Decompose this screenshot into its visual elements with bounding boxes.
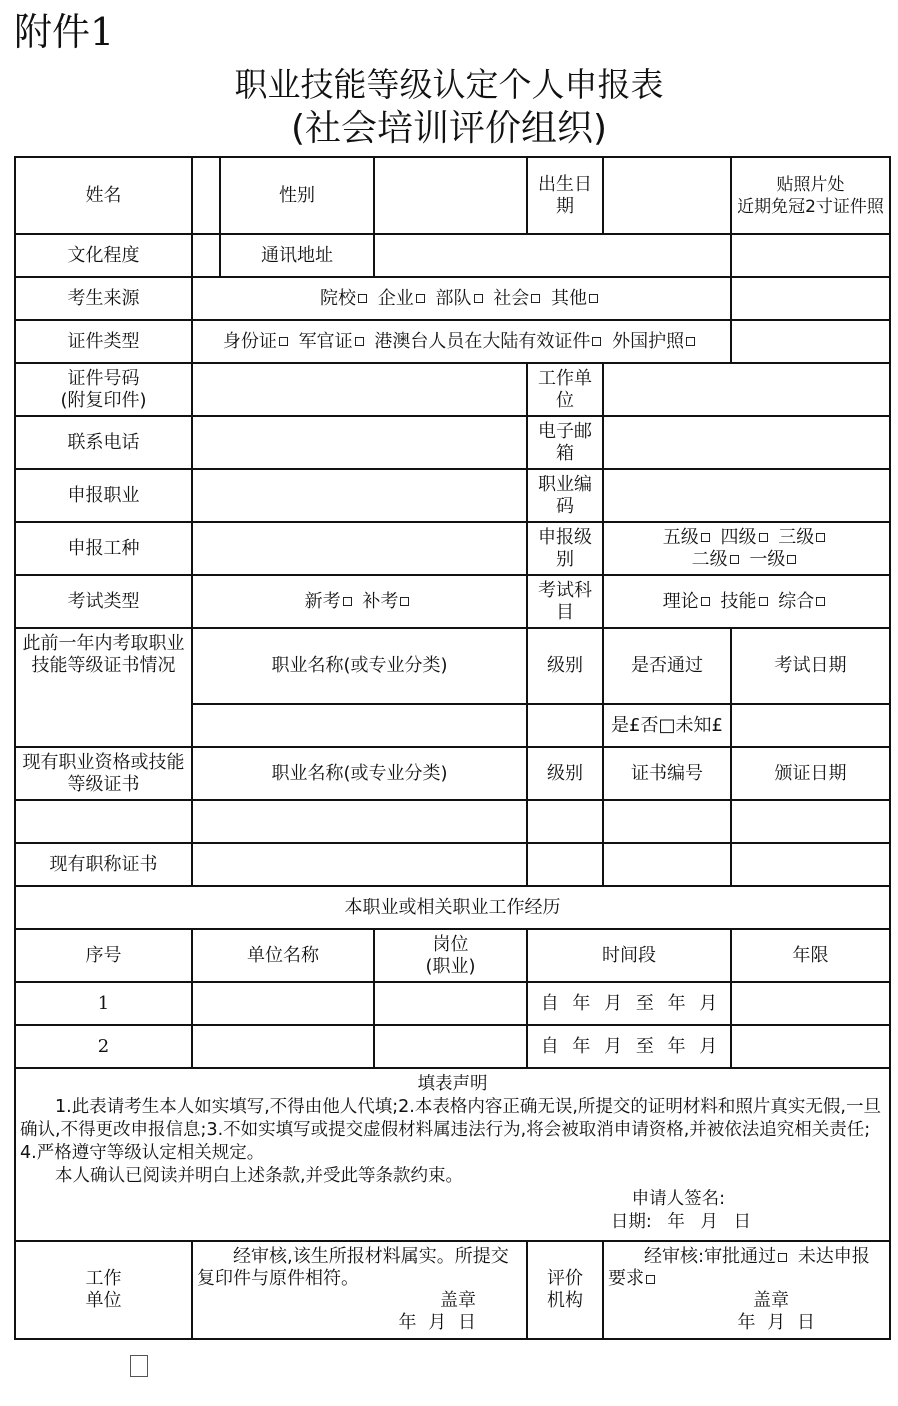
exam-subject-label: 考试科目 (527, 575, 603, 628)
id-number-label (15, 363, 192, 416)
position-field[interactable] (374, 1025, 527, 1068)
id-number-note: (附复印件) (60, 389, 147, 411)
prev-exam-date-field[interactable] (731, 704, 890, 747)
org-review-text-2: 未达申报要求 (608, 1246, 870, 1289)
checkbox[interactable] (355, 337, 364, 346)
work-history-header: 本职业或相关职业工作经历 (15, 886, 890, 929)
source-label: 考生来源 (15, 277, 192, 320)
employer-field[interactable] (603, 363, 890, 416)
source-options (192, 277, 731, 320)
period-field[interactable]: 自 年 月 至 年 月 (527, 982, 731, 1025)
checkbox[interactable] (646, 1275, 655, 1284)
exam-subject-option: 理论 (662, 590, 699, 612)
id-type-label: 证件类型 (15, 320, 192, 363)
birth-field[interactable] (603, 157, 731, 234)
checkbox[interactable] (592, 337, 601, 346)
occupation-label: 申报职业 (15, 469, 192, 522)
org-review-label-1: 评价 (547, 1268, 583, 1289)
photo-label: 贴照片处 (776, 174, 845, 195)
table-row (15, 982, 890, 1025)
level-option: 三级 (778, 526, 815, 548)
title-cert-field[interactable] (192, 843, 527, 886)
trade-label: 申报工种 (15, 522, 192, 575)
company-field[interactable] (192, 982, 374, 1025)
form-title: 职业技能等级认定个人申报表 (234, 65, 664, 104)
level-option: 四级 (720, 526, 757, 548)
occupation-code-field[interactable] (603, 469, 890, 522)
company-field[interactable] (192, 1025, 374, 1068)
table-row (15, 1025, 890, 1068)
years-field[interactable] (731, 1025, 890, 1068)
checkbox[interactable] (343, 597, 352, 606)
title-cert-field-4[interactable] (731, 843, 890, 886)
application-form (14, 156, 891, 1340)
checkbox[interactable] (701, 597, 710, 606)
education-field[interactable] (192, 234, 220, 277)
checkbox[interactable] (400, 597, 409, 606)
name-label: 姓名 (15, 157, 192, 234)
current-cert-label: 现有职业资格或技能等级证书 (15, 747, 192, 800)
occupation-field[interactable] (192, 469, 527, 522)
cert-grade-header: 级别 (527, 747, 603, 800)
period-field[interactable]: 自 年 月 至 年 月 (527, 1025, 731, 1068)
passed-header: 是否通过 (603, 628, 731, 704)
address-label: 通讯地址 (220, 234, 374, 277)
row-seq: 2 (15, 1025, 192, 1068)
photo-spec: 近期免冠2寸证件照 (737, 196, 884, 217)
position-header (374, 929, 527, 982)
photo-area[interactable] (731, 157, 890, 234)
attachment-label: 附件1 (14, 10, 115, 54)
issue-date-header: 颁证日期 (731, 747, 890, 800)
form-subtitle: (社会培训评价组织) (290, 108, 608, 149)
blank-cell (731, 320, 890, 363)
employer-date: 年 月 日 (398, 1312, 476, 1333)
org-review-text: 经审核:审批通过 (644, 1246, 777, 1267)
company-header: 单位名称 (192, 929, 374, 982)
id-type-options (192, 320, 731, 363)
source-option: 企业 (377, 287, 414, 309)
org-review-label-2: 机构 (547, 1290, 583, 1311)
id-type-option: 身份证 (222, 330, 277, 352)
checkbox[interactable] (816, 597, 825, 606)
checkbox[interactable] (816, 533, 825, 542)
years-header: 年限 (731, 929, 890, 982)
checkbox[interactable] (778, 1253, 787, 1262)
exam-date-header: 考试日期 (731, 628, 890, 704)
seq-header: 序号 (15, 929, 192, 982)
prev-year-label (15, 628, 192, 747)
declaration-heading: 填表声明 (417, 1074, 488, 1094)
org-date: 年 月 日 (737, 1312, 815, 1333)
exam-type-option: 补考 (362, 590, 399, 612)
exam-type-label: 考试类型 (15, 575, 192, 628)
title-cert-field-2[interactable] (527, 843, 603, 886)
exam-subject-options (603, 575, 890, 628)
employer-review-label (15, 1241, 192, 1339)
prev-occupation-field[interactable] (192, 704, 527, 747)
phone-field[interactable] (192, 416, 527, 469)
signature-label: 申请人签名: (631, 1189, 725, 1209)
phone-label: 联系电话 (15, 416, 192, 469)
email-label: 电子邮箱 (527, 416, 603, 469)
id-number-label-text: 证件号码 (67, 367, 140, 389)
blank-box (130, 1355, 148, 1377)
employer-review-label-1: 工作 (85, 1268, 122, 1289)
level-label: 申报级别 (527, 522, 603, 575)
cert-grade-field[interactable] (527, 800, 603, 843)
cert-number-header: 证书编号 (603, 747, 731, 800)
position-field[interactable] (374, 982, 527, 1025)
level-option: 五级 (662, 526, 699, 548)
signature-date: 日期: 年 月 日 (610, 1212, 751, 1232)
employer-seal: 盖章 (440, 1290, 476, 1311)
exam-subject-option: 综合 (778, 590, 815, 612)
email-field[interactable] (603, 416, 890, 469)
id-type-option: 外国护照 (612, 330, 685, 352)
photo-extension (731, 234, 890, 277)
cert-number-field[interactable] (603, 800, 731, 843)
position-header-text: 岗位 (432, 933, 469, 955)
declaration-confirm: 本人确认已阅读并明白上述条款,并受此等条款约束。 (55, 1166, 464, 1186)
position-header-note: (职业) (425, 955, 476, 977)
org-seal: 盖章 (753, 1290, 789, 1311)
title-cert-label: 现有职称证书 (15, 843, 192, 886)
exam-type-option: 新考 (304, 590, 341, 612)
grade-header: 级别 (527, 628, 603, 704)
id-type-option: 军官证 (298, 330, 353, 352)
row-seq: 1 (15, 982, 192, 1025)
source-option: 其他 (550, 287, 587, 309)
cert-occupation-header: 职业名称(或专业分类) (192, 747, 527, 800)
period-header: 时间段 (527, 929, 731, 982)
level-option: 一级 (749, 548, 786, 570)
address-field[interactable] (374, 234, 731, 277)
gender-label: 性别 (220, 157, 374, 234)
occupation-name-header: 职业名称(或专业分类) (192, 628, 527, 704)
checkbox[interactable] (474, 294, 483, 303)
title-cert-field-3[interactable] (603, 843, 731, 886)
education-label: 文化程度 (15, 234, 192, 277)
issue-date-field[interactable] (731, 800, 890, 843)
checkbox[interactable] (531, 294, 540, 303)
years-field[interactable] (731, 982, 890, 1025)
prev-year-label-text: 此前一年内考取职业技能等级证书情况 (22, 633, 185, 676)
checkbox[interactable] (730, 555, 739, 564)
checkbox[interactable] (759, 533, 768, 542)
id-number-field[interactable] (192, 363, 527, 416)
name-field[interactable] (192, 157, 220, 234)
declaration (15, 1068, 890, 1241)
blank-cell (731, 277, 890, 320)
checkbox[interactable] (358, 294, 367, 303)
exam-type-options (192, 575, 527, 628)
checkbox[interactable] (589, 294, 598, 303)
level-options (603, 522, 890, 575)
org-review-label (527, 1241, 603, 1339)
checkbox[interactable] (759, 597, 768, 606)
prev-grade-field[interactable] (527, 704, 603, 747)
occupation-code-label: 职业编码 (527, 469, 603, 522)
source-option: 院校 (320, 287, 357, 309)
employer-review-text: 经审核,该生所报材料属实。所提交复印件与原件相符。 (197, 1246, 509, 1289)
exam-subject-option: 技能 (720, 590, 757, 612)
checkbox[interactable] (787, 555, 796, 564)
checkbox[interactable] (686, 337, 695, 346)
gender-field[interactable] (374, 157, 527, 234)
org-review[interactable] (603, 1241, 890, 1339)
declaration-text: 1.此表请考生本人如实填写,不得由他人代填;2.本表格内容正确无误,所提交的证明材料和照片真实无假,一旦确认,不得更改申报信息;3.不如实填写或提交虚假材料属违法行为,将会被取消申请资格,并被依法追究相关责任;4.严格遵守等级认定相关规定。 (20, 1097, 881, 1163)
passed-options[interactable]: 是£否□未知£ (603, 704, 731, 747)
employer-label: 工作单位 (527, 363, 603, 416)
checkbox[interactable] (416, 294, 425, 303)
cert-occupation-field[interactable] (192, 800, 527, 843)
employer-review[interactable] (192, 1241, 527, 1339)
trade-field[interactable] (192, 522, 527, 575)
employer-review-label-2: 单位 (85, 1290, 122, 1311)
id-type-option: 港澳台人员在大陆有效证件 (374, 330, 591, 352)
checkbox[interactable] (279, 337, 288, 346)
birth-label: 出生日期 (527, 157, 603, 234)
source-option: 社会 (493, 287, 530, 309)
blank-cell (15, 800, 192, 843)
checkbox[interactable] (701, 533, 710, 542)
source-option: 部队 (435, 287, 472, 309)
level-option: 二级 (691, 548, 728, 570)
